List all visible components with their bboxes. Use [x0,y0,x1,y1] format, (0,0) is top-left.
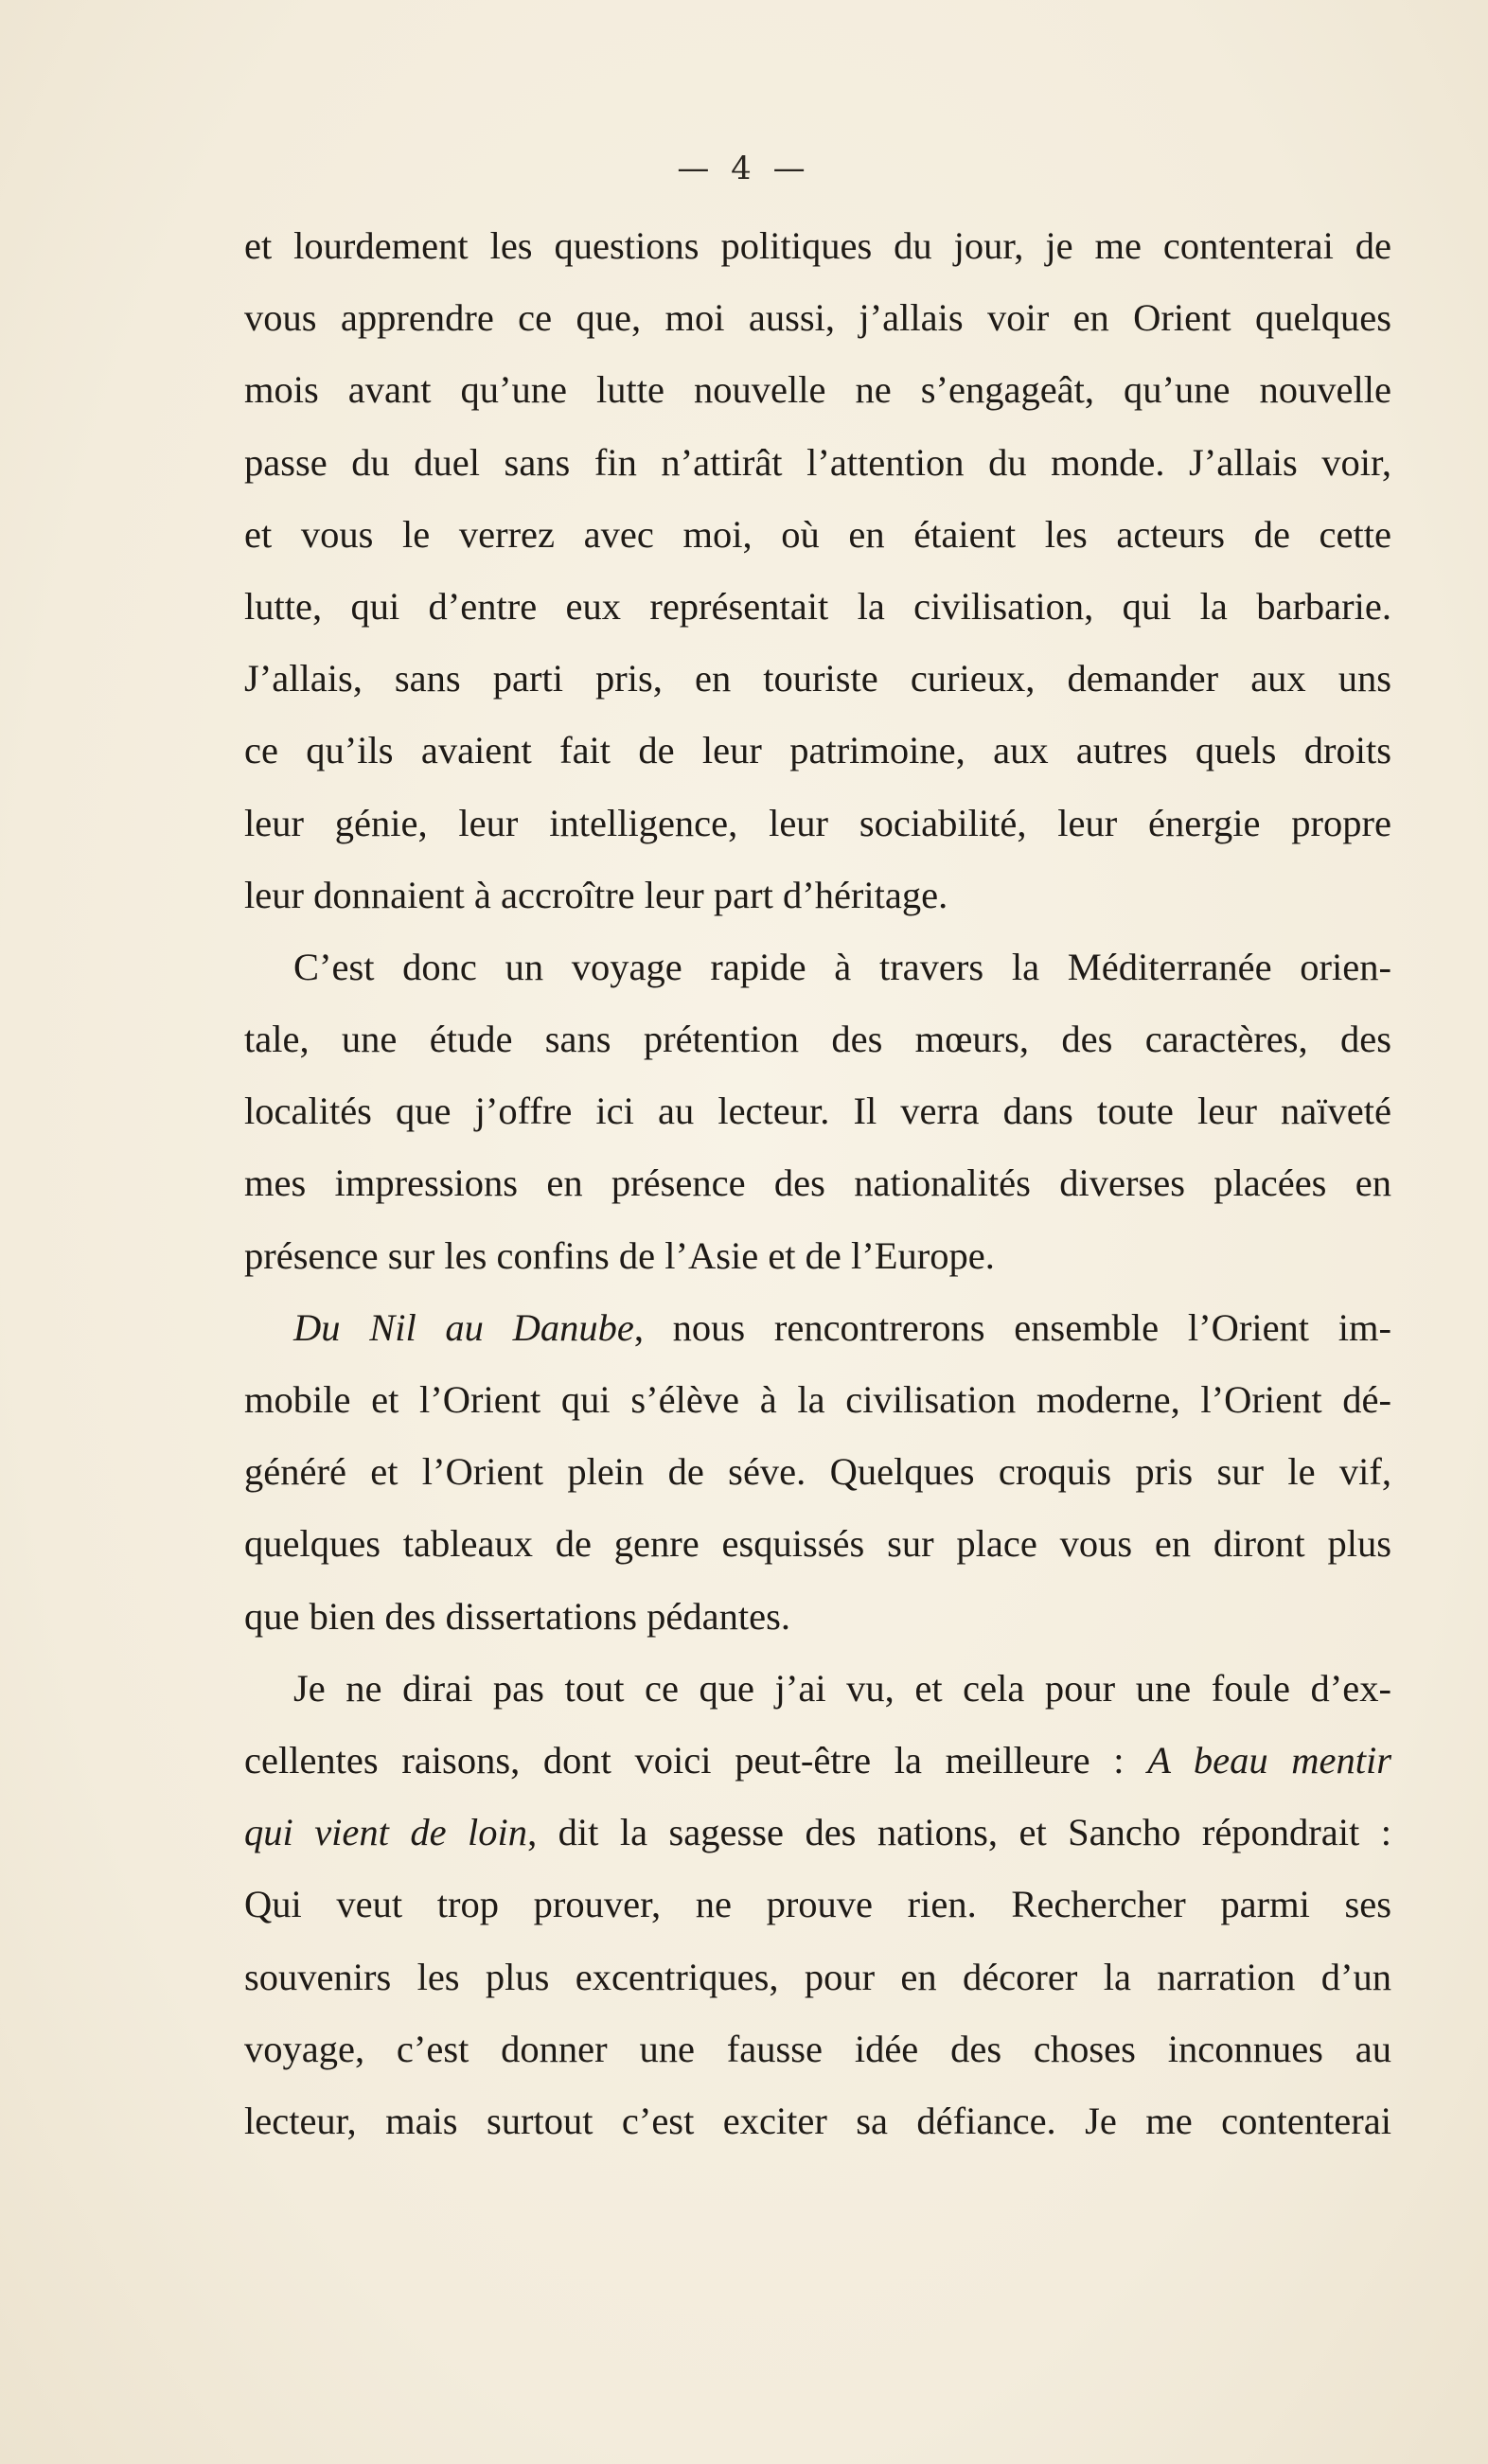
text-line [244,1436,1391,1508]
text-run: localités que j’offre ici au lecteur. Il verra dans toute leur naïveté [244,1090,1391,1133]
text-run: Qui veut trop prouver, ne prouve rien. Rechercher parmi ses [244,1883,1391,1926]
text-line [244,1581,1391,1653]
text-line [244,1797,1391,1869]
text-line [244,1292,1391,1364]
text-run: J’allais, sans parti pris, en touriste curieux, demander aux uns [244,657,1391,700]
page-number: — 4 — [677,150,811,187]
text-line [244,1003,1391,1075]
body-text [244,210,1391,2157]
text-run: tale, une étude sans prétention des mœurs, des caractères, des [244,1018,1391,1061]
italic-text: A beau mentir [1147,1738,1391,1782]
text-line [244,2085,1391,2157]
text-line [244,643,1391,715]
italic-text: Du Nil au Danube [293,1305,634,1349]
text-line [244,354,1391,426]
paragraph [244,931,1391,1292]
text-run: , dit la sagesse des nations, et Sancho répondrait : [527,1811,1391,1854]
text-run: et lourdement les questions politiques du jour, je me contenterai de [244,224,1391,267]
text-run: voyage, c’est donner une fausse idée des choses inconnues au [244,2027,1391,2070]
text-run: cellentes raisons, dont voici peut-être la meilleure : [244,1738,1148,1782]
text-line [244,1941,1391,2013]
text-run: présence sur les confins de l’Asie et de l’Europe. [244,1233,995,1277]
text-line [244,788,1391,860]
paragraph [244,1653,1391,2157]
text-run: mes impressions en présence des nationalités diverses placées en [244,1161,1391,1205]
text-line [244,1869,1391,1941]
text-run: souvenirs les plus excentriques, pour en décorer la narration d’un [244,1955,1391,1998]
text-line [244,1147,1391,1219]
text-line [244,715,1391,787]
text-run: ce qu’ils avaient fait de leur patrimoine, aux autres quels droits [244,729,1391,772]
text-run: passe du duel sans fin n’attirât l’attention du monde. J’allais voir, [244,440,1391,484]
text-run: lutte, qui d’entre eux représentait la civilisation, qui la barbarie. [244,584,1391,628]
text-run: leur donnaient à accroître leur part d’héritage. [244,873,948,916]
text-run: quelques tableaux de genre esquissés sur place vous en diront plus [244,1522,1391,1566]
text-line [244,860,1391,931]
text-line [244,210,1391,282]
text-run: généré et l’Orient plein de séve. Quelques croquis pris sur le vif, [244,1450,1391,1494]
text-run: mois avant qu’une lutte nouvelle ne s’engageât, qu’une nouvelle [244,368,1391,412]
text-run: , nous rencontrerons ensemble l’Orient im- [633,1305,1391,1349]
text-line [244,1508,1391,1580]
text-run: leur génie, leur intelligence, leur sociabilité, leur énergie propre [244,801,1391,844]
text-line [244,1075,1391,1147]
text-run: C’est donc un voyage rapide à travers la Méditerranée orien- [293,945,1391,988]
text-line [244,1653,1391,1725]
text-line [244,571,1391,643]
text-line [244,931,1391,1003]
text-line [244,1364,1391,1436]
text-run: que bien des dissertations pédantes. [244,1594,790,1638]
text-line [244,2013,1391,2085]
text-run: lecteur, mais surtout c’est exciter sa défiance. Je me contenterai [244,2099,1391,2142]
text-line [244,427,1391,499]
text-line [244,282,1391,354]
text-line [244,1220,1391,1292]
text-run: vous apprendre ce que, moi aussi, j’allais voir en Orient quelques [244,296,1391,340]
text-run: Je ne dirai pas tout ce que j’ai vu, et cela pour une foule d’ex- [293,1666,1391,1710]
text-run: mobile et l’Orient qui s’élève à la civilisation moderne, l’Orient dé- [244,1378,1391,1421]
text-line [244,1725,1391,1797]
text-run: et vous le verrez avec moi, où en étaient les acteurs de cette [244,512,1391,556]
text-line [244,499,1391,571]
paragraph [244,210,1391,931]
paragraph [244,1292,1391,1653]
italic-text: qui vient de loin [244,1811,528,1854]
